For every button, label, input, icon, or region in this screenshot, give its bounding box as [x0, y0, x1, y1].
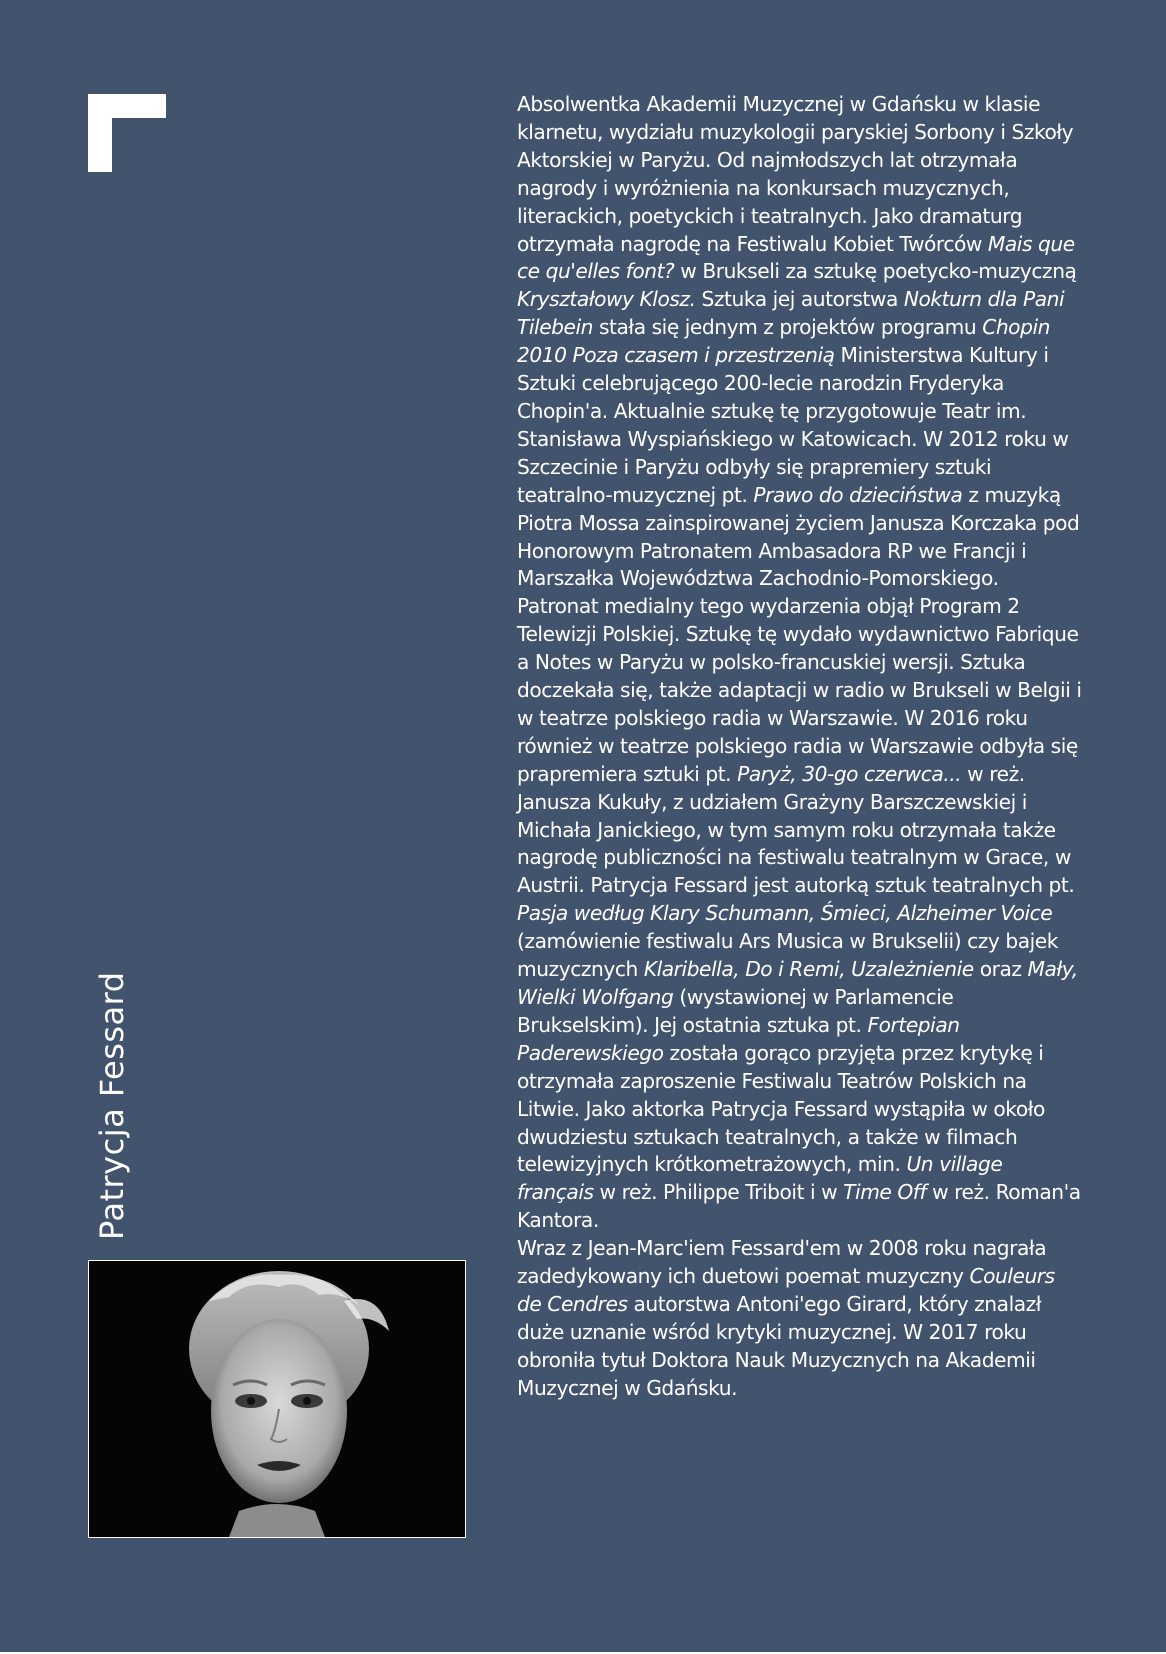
bio-text: w Brukseli za sztukę poetycko-muzyczną [674, 259, 1077, 284]
bio-title: Klaribella, Do i Remi, Uzależnienie [643, 957, 974, 982]
bio-title: Kryształowy Klosz. [517, 287, 696, 312]
bio-text: w reż. Janusza Kukuły, z udziałem Grażyny Barszczewskiej i Michała Janickiego, w tym samym roku otrzymała także nagrodę publiczności na festiwalu teatralnym w Grace, w Austrii. Patrycja Fessard jest autorką sztuk teatralnych pt. [517, 761, 1075, 898]
corner-bracket-vertical [88, 94, 112, 172]
bio-title: Time Off [843, 1180, 927, 1205]
bio-text: w reż. Philippe Triboit i w [593, 1180, 844, 1205]
portrait-photo [88, 1260, 466, 1538]
bio-title: Paryż, 30-go czerwca... [737, 761, 962, 786]
biography-paragraph [517, 91, 1083, 1235]
author-name: Patrycja Fessard [93, 971, 131, 1240]
bio-text: (wystawionej w Parlamencie Brukselskim). Jej ostatnia sztuka pt. [517, 985, 954, 1037]
bio-title: Mais que ce qu'elles font? [517, 231, 1075, 284]
bio-title: Mały, Wielki Wolfgang [517, 957, 1078, 1009]
bio-text: autorstwa Antoni'ego Girard, który znalazł duże uznanie wśród krytyki muzycznej. W 2017 roku obroniła tytuł Doktora Nauk Muzycznych na Akademii Muzycznej w Gdańsku. [517, 1291, 1042, 1400]
bio-title: Chopin 2010 Poza czasem i przestrzenią [517, 315, 1050, 368]
bio-text: oraz [973, 957, 1028, 982]
bio-text: z muzyką Piotra Mossa zainspirowanej życiem Janusza Korczaka pod Honorowym Patronatem Ambasadora RP we Francji i Marszałka Województwa Zachodnio-Pomorskiego. Patronat medialny tego wydarzenia objął Program 2 Telewizji Polskiej. Sztukę tę wydało wydawnictwo Fabrique a Notes w Paryżu w polsko-francuskiej wersji. Sztuka doczekała się, także adaptacji w radio w Brukseli w Belgii i w teatrze polskiego radia w Warszawie. W 2016 roku również w teatrze polskiego radia w Warszawie odbyła się prapremiera sztuki pt. [517, 482, 1082, 786]
bio-title: Couleurs de Cendres [517, 1264, 1055, 1316]
bio-text: Wraz z Jean-Marc'iem Fessard'em w 2008 roku nagrała zadedykowany ich duetowi poemat muzyczny [517, 1236, 1047, 1289]
biography-paragraph [517, 1235, 1083, 1402]
bio-title: Fortepian Paderewskiego [517, 1012, 960, 1065]
bio-text: stała się jednym z projektów programu [593, 315, 983, 340]
portrait-photo-icon [89, 1261, 465, 1537]
bio-title: Un village français [517, 1152, 1003, 1205]
bio-text: (zamówienie festiwalu Ars Musica w Brukselii) czy bajek muzycznych [517, 929, 1059, 982]
bio-title: Pasja według Klary Schumann, Śmieci, Alzheimer Voice [517, 901, 1053, 926]
bio-text: została gorąco przyjęta przez krytykę i otrzymała zaproszenie Festiwalu Teatrów Polskich na Litwie. Jako aktorka Patrycja Fessard wystąpiła w około dwudziestu sztukach teatralnych, a także w filmach telewizyjnych krótkometrażowych, min. [517, 1040, 1045, 1177]
bio-text: Sztuka jej autorstwa [695, 287, 904, 312]
bio-title: Nokturn dla Pani Tilebein [517, 287, 1065, 340]
bio-title: Prawo do dzieciństwa [753, 482, 963, 507]
biography-text [517, 91, 1083, 1403]
bio-text: w reż. Roman'a Kantora. [517, 1180, 1081, 1233]
bio-text: Absolwentka Akademii Muzycznej w Gdańsku w klasie klarnetu, wydziału muzykologii paryskiej Sorbony i Szkoły Aktorskiej w Paryżu. Od najmłodszych lat otrzymała nagrody i wyróżnienia na konkursach muzycznych, literackich, poetyckich i teatralnych. Jako dramaturg otrzymała nagrodę na Festiwalu Kobiet Twórców [517, 92, 1074, 256]
corner-bracket-icon [88, 94, 166, 172]
bio-text: Ministerstwa Kultury i Sztuki celebrującego 200-lecie narodzin Fryderyka Chopin'a. Aktualnie sztukę tę przygotowuje Teatr im. Stanisława Wyspiańskiego w Katowicach. W 2012 roku w Szczecinie i Paryżu odbyły się prapremiery sztuki teatralno-muzycznej pt. [517, 343, 1069, 507]
